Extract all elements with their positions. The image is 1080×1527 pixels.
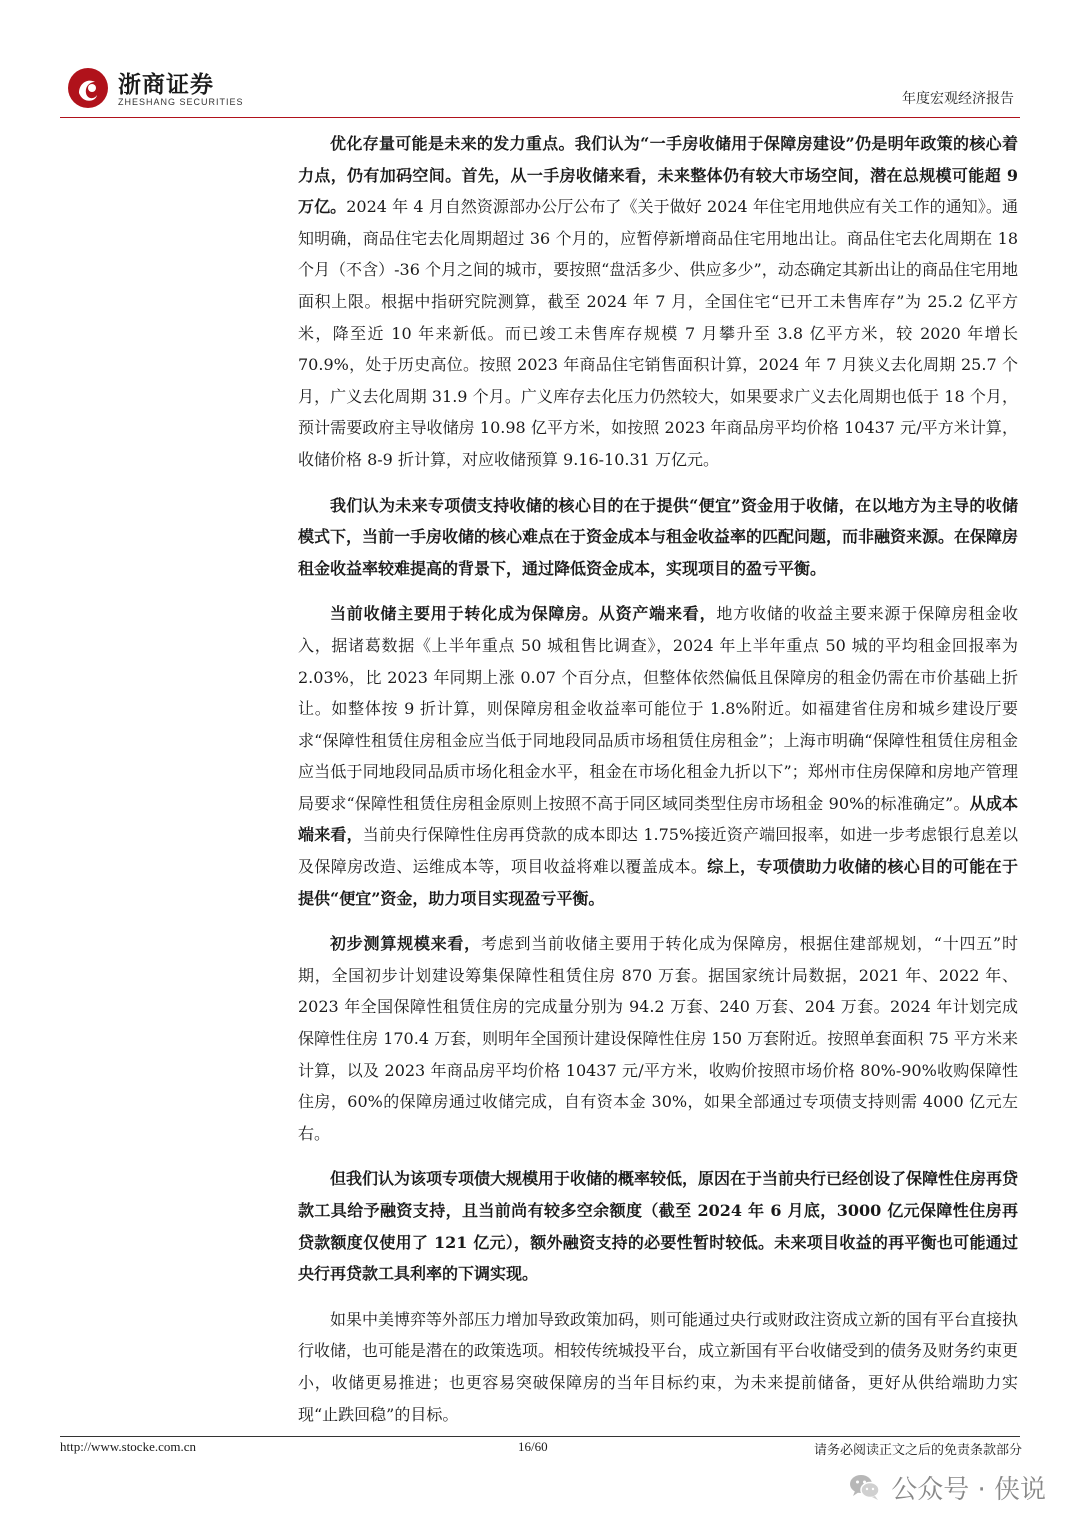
paragraph-conclusion: 综上，专项债助力收储的核心目的可能在于提供“便宜”资金，助力项目实现盈亏平衡。 [298, 857, 1018, 908]
paragraph-text: 地方收储的收益主要来源于保障房租金收入，据诸葛数据《上半年重点 50 城租售比调查》，2024 年上半年重点 50 城的平均租金回报率为 2.03%，比 2023 年同期上涨 0.07 个百分点，但整体依然偏低且保障房的租金仍需在市价基础上折让。如整体按 9 折计算，则保障房租金收益率可能位于 1.8%附近。如福建省住房和城乡建设厅要求“保障性租赁住房租金应当低于同地段同品质市场租赁住房租金”；上海市明确“保障性租赁住房租金应当低于同地段同品质市场化租金水平，租金在市场化租金九折以下”；郑州市住房保障和房地产管理局要求“保障性租赁住房租金原则上按照不高于同区域同类型住房市场租金 90%的标准确定”。 [298, 604, 1018, 813]
wechat-watermark [847, 1466, 1046, 1508]
paragraph-lead: 但我们认为该项专项债大规模用于收储的概率较低，原因在于当前央行已经创设了保障性住房再贷款工具给予融资支持，且当前尚有较多空余额度（截至 2024 年 6 月底，3000 亿元保障性住房再贷款额度仅使用了 121 亿元），额外融资支持的必要性暂时较低。未来项目收益的再平衡也可能通过央行再贷款工具利率的下调实现。 [298, 1169, 1019, 1284]
footer-disclaimer: 请务必阅读正文之后的免责条款部分 [813, 1443, 1022, 1458]
paragraph-affordable-housing-conversion [298, 598, 1018, 914]
paragraph-special-bond-purpose [298, 490, 1018, 585]
page-number: 16/60 [518, 1439, 548, 1454]
paragraph-lead: 当前收储主要用于转化成为保障房。从资产端来看， [330, 604, 717, 624]
paragraph-lead: 优化存量可能是未来的发力重点。我们认为“一手房收储用于保障房建设”仍是明年政策的核心着力点，仍有加码空间。首先，从一手房收储来看，未来整体仍有较大市场空间，潜在总规模可能超 9 万亿。 [298, 134, 1018, 217]
paragraph-lead: 我们认为未来专项债支持收储的核心目的在于提供“便宜”资金用于收储，在以地方为主导的收储模式下，当前一手房收储的核心难点在于资金成本与租金收益率的匹配问题，而非融资来源。在保障房租金收益率较难提高的背景下，通过降低资金成本，实现项目的盈亏平衡。 [298, 495, 1019, 578]
report-body [298, 122, 1018, 1444]
paragraph-text: 如果中美博弈等外部压力增加导致政策加码，则可能通过央行或财政注资成立新的国有平台直接执行收储，也可能是潜在的政策选项。相较传统城投平台，成立新国有平台收储受到的债务及财务约束更小，收储更易推进；也更容易突破保障房的当年目标约束，为未来提前储备，更好从供给端助力实现“止跌回稳”的目标。 [298, 1309, 1019, 1424]
paragraph-text: 当前央行保障性住房再贷款的成本即达 1.75%接近资产端回报率，如进一步考虑银行息差以及保障房改造、运维成本等，项目收益将难以覆盖成本。 [298, 825, 1018, 877]
paragraph-inventory-optimization [298, 128, 1018, 476]
footer-divider [60, 1436, 1020, 1437]
paragraph-subhead: 从成本端来看， [298, 793, 1018, 845]
zheshang-logo-icon [66, 66, 110, 110]
paragraph-scale-estimate [298, 928, 1018, 1149]
paragraph-new-platform-option [298, 1304, 1018, 1430]
brand-name-cn: 浙商证券 [118, 72, 214, 98]
paragraph-low-probability [298, 1163, 1018, 1289]
report-type-label: 年度宏观经济报告 [902, 91, 1014, 107]
wechat-icon [847, 1469, 883, 1505]
footer-website-link[interactable]: http://www.stocke.com.cn [60, 1439, 196, 1454]
header-divider [60, 117, 1020, 118]
watermark-text: 公众号 · 侠说 [891, 1474, 1046, 1505]
page-header [60, 58, 1020, 116]
paragraph-text: 2024 年 4 月自然资源部办公厅公布了《关于做好 2024 年住宅用地供应有关工作的通知》。通知明确，商品住宅去化周期超过 36 个月的，应暂停新增商品住宅用地出让。商品住宅去化周期在 18 个月（不含）-36 个月之间的城市，要按照“盘活多少、供应多少”，动态确定其新出让的商品住宅用地面积上限。根据中指研究院测算，截至 2024 年 7 月，全国住宅“已开工未售库存”为 25.2 亿平方米，降至近 10 年来新低。而已竣工未售库存规模 7 月攀升至 3.8 亿平方米，较 2020 年增长 70.9%，处于历史高位。按照 2023 年商品住宅销售面积计算，2024 年 7 月狭义去化周期 25.7 个月，广义去化周期 31.9 个月。广义库存去化压力仍然较大，如果要求广义去化周期也低于 18 个月，预计需要政府主导收储房 10.98 亿平方米，如按照 2023 年商品房平均价格 10437 元/平方米计算，收储价格 8-9 折计算，对应收储预算 9.16-10.31 万亿元。 [298, 197, 1018, 469]
paragraph-text: 考虑到当前收储主要用于转化成为保障房，根据住建部规划，“十四五”时期，全国初步计划建设筹集保障性租赁住房 870 万套。据国家统计局数据，2021 年、2022 年、2023 年全国保障性租赁住房的完成量分别为 94.2 万套、240 万套、204 万套。2024 年计划完成保障性住房 170.4 万套，则明年全国预计建设保障性住房 150 万套附近。按照单套面积 75 平方米来计算，以及 2023 年商品房平均价格 10437 元/平方米，收购价按照市场价格 80%-90%收购保障性住房，60%的保障房通过收储完成，自有资本金 30%，如果全部通过专项债支持则需 4000 亿元左右。 [298, 934, 1018, 1143]
paragraph-lead: 初步测算规模来看， [330, 934, 481, 954]
brand-name-en: ZHESHANG SECURITIES [118, 97, 244, 107]
